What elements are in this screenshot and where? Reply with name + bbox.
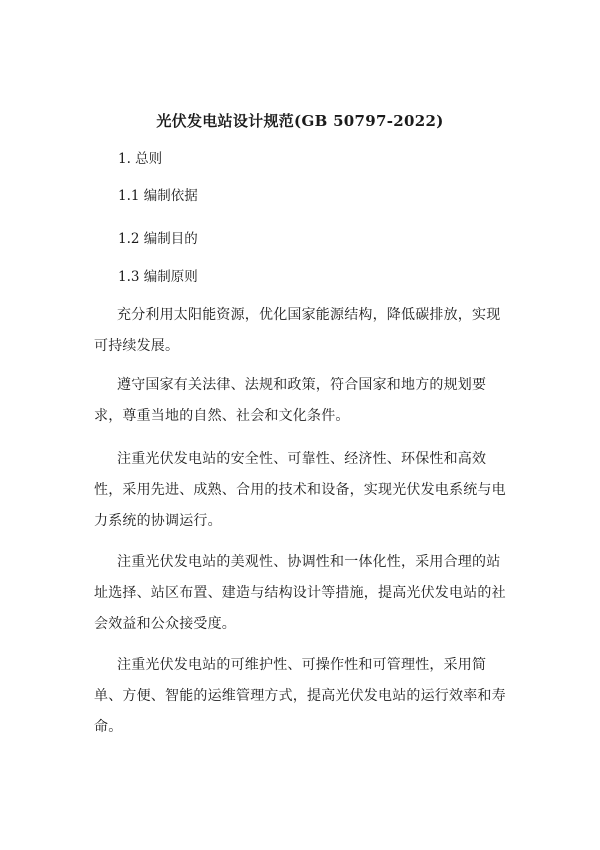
paragraph-aesthetics: 注重光伏发电站的美观性、协调性和一体化性，采用合理的站址选择、站区布置、建造与结构设计等措施，提高光伏发电站的社会效益和公众接受度。 xyxy=(94,554,506,632)
document-title: 光伏发电站设计规范(GB 50797-2022) xyxy=(156,112,444,130)
paragraph-compliance: 遵守国家有关法律、法规和政策，符合国家和地方的规划要求，尊重当地的自然、社会和文化条件。 xyxy=(94,377,487,424)
paragraph-sustainability: 充分利用太阳能资源，优化国家能源结构，降低碳排放，实现可持续发展。 xyxy=(94,307,501,354)
section-heading-basis: 1.1 编制依据 xyxy=(118,188,198,204)
section-heading-purpose: 1.2 编制目的 xyxy=(118,231,198,247)
paragraph-safety: 注重光伏发电站的安全性、可靠性、经济性、环保性和高效性，采用先进、成熟、合用的技术和设备，实现光伏发电系统与电力系统的协调运行。 xyxy=(94,451,506,529)
paragraph-maintainability: 注重光伏发电站的可维护性、可操作性和可管理性，采用简单、方便、智能的运维管理方式，提高光伏发电站的运行效率和寿命。 xyxy=(94,657,506,735)
section-heading-general: 1. 总则 xyxy=(118,151,163,167)
section-heading-principles: 1.3 编制原则 xyxy=(118,269,198,285)
